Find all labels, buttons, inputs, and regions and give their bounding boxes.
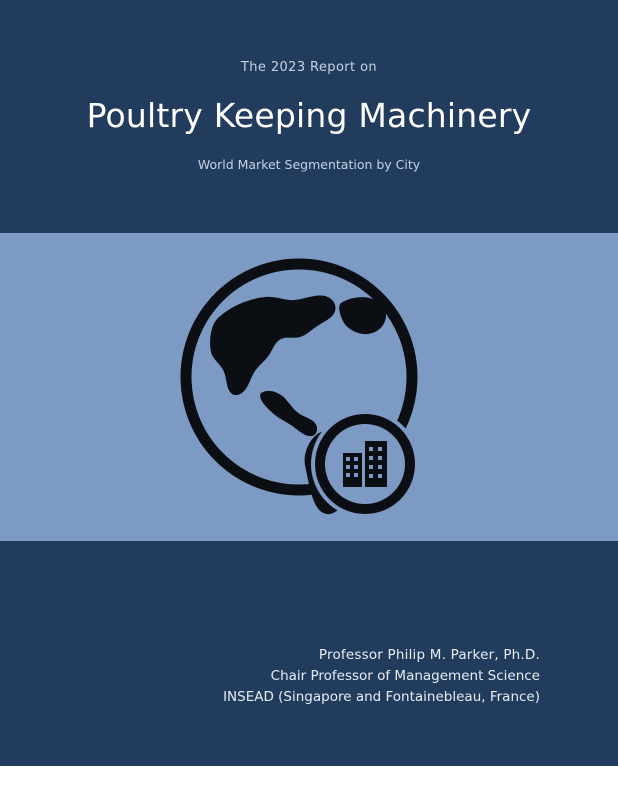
bottom-margin (0, 766, 618, 800)
author-position: Chair Professor of Management Science (270, 667, 540, 684)
report-pretitle: The 2023 Report on (240, 60, 378, 75)
report-subtitle: World Market Segmentation by City (197, 156, 421, 172)
illustration-wrap (0, 233, 618, 541)
author-name: Professor Philip M. Parker, Ph.D. (318, 647, 540, 663)
author-affiliation: INSEAD (Singapore and Fontainebleau, France) (223, 688, 540, 705)
globe-with-buildings-icon (169, 247, 449, 527)
page-title: Poultry Keeping Machinery (86, 96, 532, 135)
title-block (0, 0, 618, 172)
author-block (0, 645, 618, 708)
